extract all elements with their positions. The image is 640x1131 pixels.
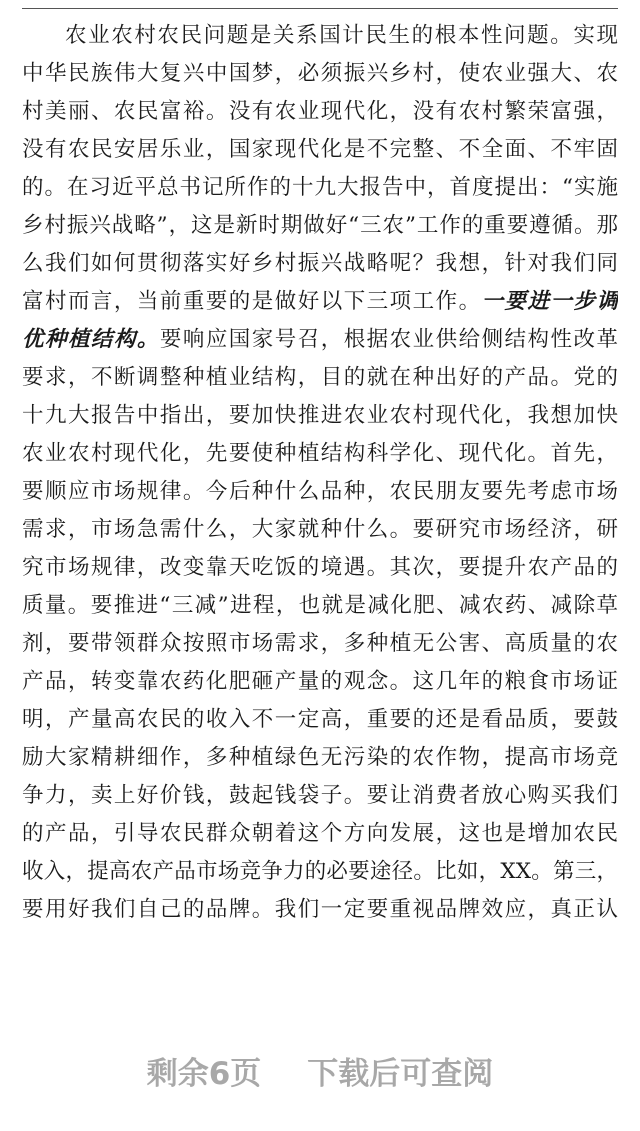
text-segment: 收入，提高农产品市场竞争力的必要途径。比如，XX。第三， <box>22 859 618 884</box>
text-segment: 究市场规律，改变靠天吃饭的境遇。其次，要提升农产品的 <box>22 555 618 580</box>
text-line <box>22 245 618 283</box>
download-hint-label: 下载后可查阅 <box>307 1055 494 1092</box>
text-line <box>22 131 618 169</box>
text-segment: 质量。要推进“三减”进程，也就是减化肥、减农药、减除草 <box>22 593 618 618</box>
article-body <box>22 17 618 929</box>
text-segment: 没有农民安居乐业，国家现代化是不完整、不全面、不牢固 <box>22 137 618 162</box>
text-segment: 村美丽、农民富裕。没有农业现代化，没有农村繁荣富强， <box>22 99 618 124</box>
emphasis-text: 一要进一步调 <box>481 289 618 314</box>
text-segment: 的产品，引导农民群众朝着这个方向发展，这也是增加农民 <box>22 821 618 846</box>
text-line <box>22 55 618 93</box>
text-segment: 十九大报告中指出，要加快推进农业农村现代化，我想加快 <box>22 403 618 428</box>
text-segment: 要求，不断调整种植业结构，目的就在种出好的产品。党的 <box>22 365 618 390</box>
top-divider <box>22 8 618 9</box>
text-segment: 争力，卖上好价钱，鼓起钱袋子。要让消费者放心购买我们 <box>22 783 618 808</box>
text-line <box>22 169 618 207</box>
text-segment: 要顺应市场规律。今后种什么品种，农民朋友要先考虑市场 <box>22 479 618 504</box>
text-line <box>22 207 618 245</box>
text-line <box>22 625 618 663</box>
emphasis-text: 优种植结构。 <box>22 327 160 352</box>
text-segment: 富村而言，当前重要的是做好以下三项工作。 <box>22 289 482 314</box>
text-line <box>22 739 618 777</box>
text-segment: 乡村振兴战略”，这是新时期做好“三农”工作的重要遵循。那 <box>22 213 618 238</box>
text-segment: 要响应国家号召，根据农业供给侧结构性改革 <box>159 327 618 352</box>
text-line <box>22 397 618 435</box>
text-line <box>22 549 618 587</box>
text-segment: 明，产量高农民的收入不一定高，重要的还是看品质，要鼓 <box>22 707 618 732</box>
text-line <box>22 359 618 397</box>
text-segment: 励大家精耕细作，多种植绿色无污染的农作物，提高市场竞 <box>22 745 618 770</box>
text-line <box>22 283 618 321</box>
text-line <box>22 435 618 473</box>
download-banner[interactable] <box>0 1046 640 1094</box>
text-segment: 剂，要带领群众按照市场需求，多种植无公害、高质量的农 <box>22 631 618 656</box>
text-segment: 产品，转变靠农药化肥砸产量的观念。这几年的粮食市场证 <box>22 669 618 694</box>
text-line <box>22 17 618 55</box>
text-segment: 的。在习近平总书记所作的十九大报告中，首度提出：“实施 <box>22 175 618 200</box>
text-line <box>22 777 618 815</box>
text-segment: 么我们如何贯彻落实好乡村振兴战略呢？我想，针对我们同 <box>22 251 618 276</box>
text-line <box>22 853 618 891</box>
text-line <box>22 663 618 701</box>
text-line <box>22 587 618 625</box>
text-line <box>22 321 618 359</box>
text-line <box>22 815 618 853</box>
text-line <box>22 93 618 131</box>
text-segment: 农业农村现代化，先要使种植结构科学化、现代化。首先， <box>22 441 618 466</box>
text-segment: 要用好我们自己的品牌。我们一定要重视品牌效应，真正认 <box>22 897 618 922</box>
text-line <box>22 891 618 929</box>
text-segment: 需求，市场急需什么，大家就种什么。要研究市场经济，研 <box>22 517 618 542</box>
remaining-pages-label: 剩余6页 <box>146 1055 262 1092</box>
text-line <box>22 511 618 549</box>
text-segment: 农业农村农民问题是关系国计民生的根本性问题。实现 <box>65 23 618 48</box>
text-line <box>22 473 618 511</box>
text-line <box>22 701 618 739</box>
text-segment: 中华民族伟大复兴中国梦，必须振兴乡村，使农业强大、农 <box>22 61 618 86</box>
